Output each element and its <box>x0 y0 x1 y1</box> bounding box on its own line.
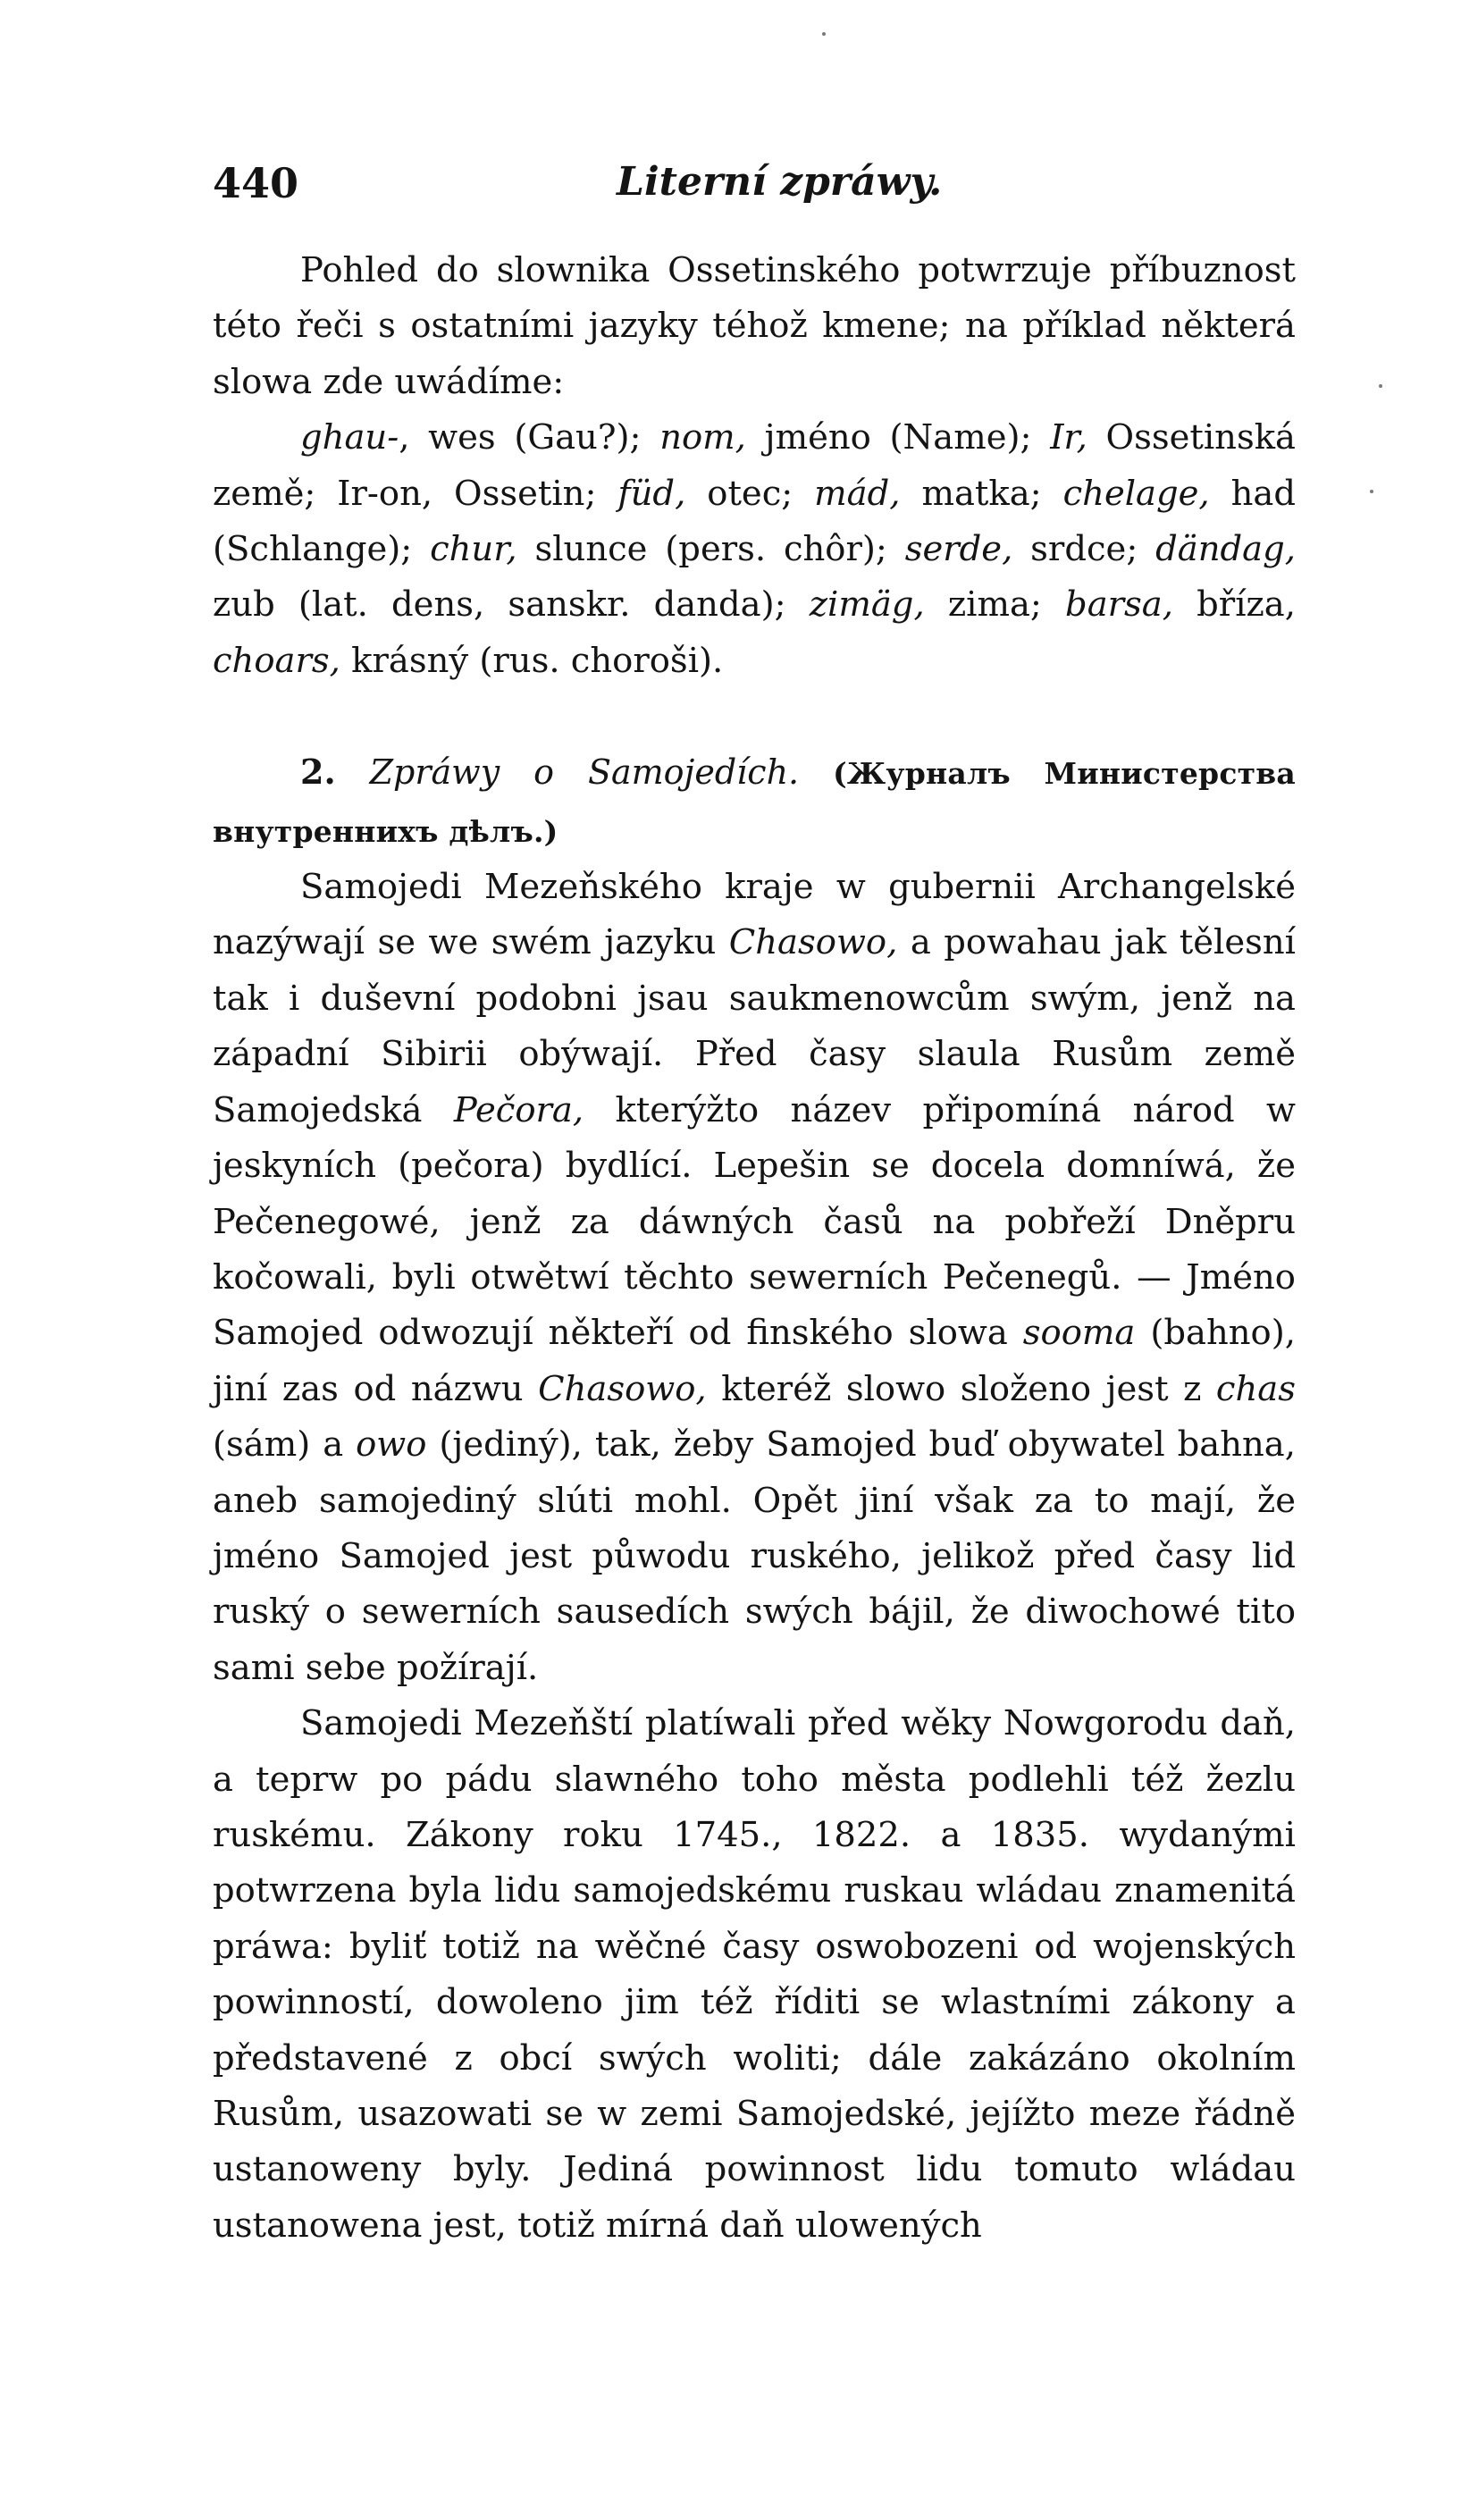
word-serde: serde, <box>904 529 1013 570</box>
page-header <box>213 159 1285 222</box>
word-chas: chas <box>1215 1368 1296 1409</box>
text-run: , wes (Gau?); <box>399 417 660 458</box>
word-sooma: sooma <box>1022 1313 1136 1354</box>
word-chelage: chelage, <box>1062 473 1210 514</box>
text-run: matka; <box>900 473 1063 514</box>
paragraph-ossetian-words <box>213 410 1296 689</box>
text-run: a powahau jak tělesní tak i duševní podobni jsau saukmenowcům swým, jenž na západní Sibirii obýwají. Před časy slaula Rusům země Samojedská <box>213 922 1296 1130</box>
section-source: (Журналъ Министерства внутреннихъ дѣлъ.) <box>213 756 1296 849</box>
word-chasowo: Chasowo, <box>728 922 898 963</box>
text-run: otec; <box>685 473 815 514</box>
section-heading <box>213 744 1296 860</box>
text-run: kterýžto název připomíná národ w jeskyních (pečora) bydlící. Lepešin se docela domníwá, že Pečenegowé, jenž za dáwných časů na pobřeží Dněpru kočowali, byli otwětwí těchto sewerních Pečenegů. — Jméno Samojed odwozují někteří od finského slowa <box>213 1089 1296 1354</box>
text-run: (bahno), jiní zas od názwu <box>213 1313 1296 1409</box>
word-zimag: zimäg, <box>809 584 925 626</box>
word-choars: choars, <box>213 640 340 681</box>
print-speck <box>1370 490 1373 493</box>
text-run: zima; <box>924 584 1066 626</box>
text-run: Ossetinská země; Ir-on, Ossetin; <box>213 417 1296 514</box>
word-fud: füd, <box>617 473 686 514</box>
print-speck <box>1379 384 1382 388</box>
word-mad: mád, <box>814 473 901 514</box>
print-speck <box>822 32 826 36</box>
text-run: slunce (pers. chôr); <box>516 529 905 570</box>
text-run: had (Schlange); <box>213 473 1296 570</box>
paragraph-samoyed-name <box>213 860 1296 1696</box>
text-run: zub (lat. dens, sanskr. danda); <box>213 584 810 626</box>
word-owo: owo <box>356 1424 427 1466</box>
word-pecora: Pečora, <box>453 1089 584 1130</box>
text-run: (sám) a <box>213 1424 357 1466</box>
page-body <box>213 243 1296 2254</box>
word-chur: chur, <box>430 529 517 570</box>
text-run: Samojedi Mezeňského kraje w gubernii Archangelské nazýwají se we swém jazyku <box>213 867 1296 963</box>
word-chasowo-2: Chasowo, <box>538 1368 707 1409</box>
text-run: srdce; <box>1012 529 1156 570</box>
paragraph-ossetian-intro: Pohled do slownika Ossetinského potwrzuje příbuznost této řeči s ostatními jazyky téhož kmene; na příklad některá slowa zde uwádíme: <box>213 250 1296 402</box>
section-title: Zpráwy o Samojedích. <box>369 752 800 793</box>
text-run: jméno (Name); <box>745 417 1051 458</box>
text-run: bříza, <box>1173 584 1296 626</box>
text-run: kteréž slowo složeno jest z <box>706 1368 1216 1409</box>
section-number: 2. <box>300 752 336 793</box>
word-barsa: barsa, <box>1065 584 1173 626</box>
page-number: 440 <box>213 159 299 207</box>
text-run: krásný (rus. choroši). <box>340 640 724 681</box>
word-nom: nom, <box>659 417 746 458</box>
text-run: (jediný), tak, žeby Samojed buď obywatel bahna, aneb samojediný slúti mohl. Opět jiní však za to mají, že jméno Samojed jest půwodu ruského, jelikož před časy lid ruský o sewerních sausedích swých bájil, že diwochowé tito sami sebe požírají. <box>213 1424 1296 1688</box>
running-title: Literní zpráwy. <box>617 159 943 205</box>
paragraph-samoyed-history: Samojedi Mezeňští platíwali před wěky Nowgorodu daň, a teprw po pádu slawného toho města podlehli též žezlu ruskému. Zákony roku 1745., 1822. a 1835. wydanými potwrzena byla lidu samojedskému ruskau wládau znamenitá práwa: byliť totiž na wěčné časy oswobozeni od wojenských powinností, dowoleno jim též říditi se wlastními zákony a představené z obcí swých woliti; dále zakázáno okolním Rusům, usazowati se w zemi Samojedské, jejížto meze řádně ustanoweny byly. Jediná powinnost lidu tomuto wládau ustanowena jest, totiž mírná daň ulowených <box>213 1703 1296 2246</box>
word-ir: Ir, <box>1050 417 1087 458</box>
word-dandag: dändag, <box>1155 529 1296 570</box>
word-ghau: ghau- <box>300 417 399 458</box>
